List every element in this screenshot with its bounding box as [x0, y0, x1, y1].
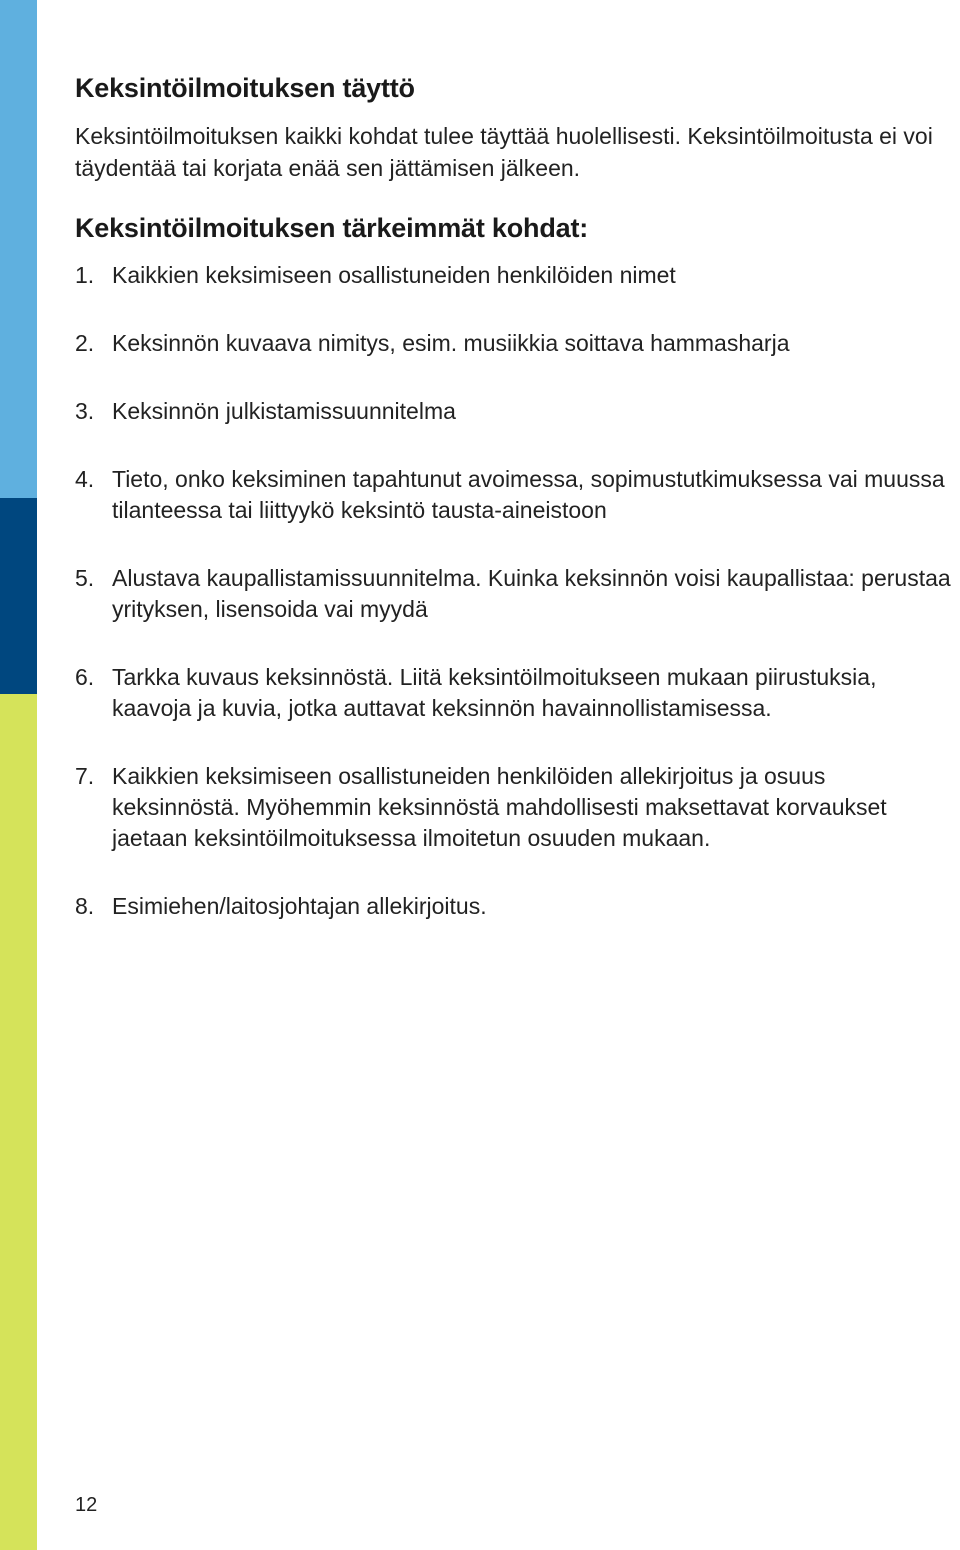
list-item-text: Kaikkien keksimiseen osallistuneiden henkilöiden allekirjoitus ja osuus keksinnöstä. Myöhemmin keksinnöstä mahdollisesti maksettavat korvaukset jaetaan keksintöilmoituksessa ilmoitetun osuuden mukaan.	[112, 763, 887, 851]
list-item	[75, 662, 955, 724]
list-item-number: 4.	[75, 466, 95, 492]
list-item	[75, 761, 955, 854]
list-item	[75, 328, 955, 359]
page-number: 12	[75, 1494, 98, 1516]
list-item-number: 2.	[75, 330, 95, 356]
list-item-text: Kaikkien keksimiseen osallistuneiden henkilöiden nimet	[112, 262, 676, 288]
list-item-number: 1.	[75, 262, 95, 288]
list-item	[75, 464, 955, 526]
section-subtitle: Keksintöilmoituksen tärkeimmät kohdat:	[75, 213, 589, 243]
list-item-text: Alustava kaupallistamissuunnitelma. Kuinka keksinnön voisi kaupallistaa: perustaa yrityksen, lisensoida vai myydä	[112, 565, 951, 622]
list-item-text: Keksinnön kuvaava nimitys, esim. musiikkia soittava hammasharja	[112, 330, 790, 356]
side-band-dark-blue	[0, 498, 37, 694]
list-item	[75, 260, 955, 291]
list-item-number: 8.	[75, 893, 95, 919]
side-band-light-blue	[0, 0, 37, 498]
list-item-text: Tarkka kuvaus keksinnöstä. Liitä keksintöilmoitukseen mukaan piirustuksia, kaavoja ja kuvia, jotka auttavat keksinnön havainnollistamisessa.	[112, 664, 877, 721]
list-item-number: 7.	[75, 763, 95, 789]
side-color-bar	[0, 0, 37, 1550]
list-item-text: Keksinnön julkistamissuunnitelma	[112, 398, 456, 424]
list-item-number: 6.	[75, 664, 95, 690]
key-points-list	[75, 260, 955, 922]
intro-paragraph: Keksintöilmoituksen kaikki kohdat tulee täyttää huolellisesti. Keksintöilmoitusta ei voi täydentää tai korjata enää sen jättämisen jälkeen.	[75, 123, 933, 181]
list-item-text: Tieto, onko keksiminen tapahtunut avoimessa, sopimustutkimuksessa vai muussa tilanteessa tai liittyykö keksintö tausta-aineistoon	[112, 466, 945, 523]
page-title: Keksintöilmoituksen täyttö	[75, 73, 415, 103]
list-item-number: 5.	[75, 565, 95, 591]
list-item	[75, 891, 955, 922]
list-item	[75, 563, 955, 625]
list-item	[75, 396, 955, 427]
page-content	[75, 68, 955, 959]
list-item-number: 3.	[75, 398, 95, 424]
side-band-lime	[0, 694, 37, 1550]
list-item-text: Esimiehen/laitosjohtajan allekirjoitus.	[112, 893, 487, 919]
